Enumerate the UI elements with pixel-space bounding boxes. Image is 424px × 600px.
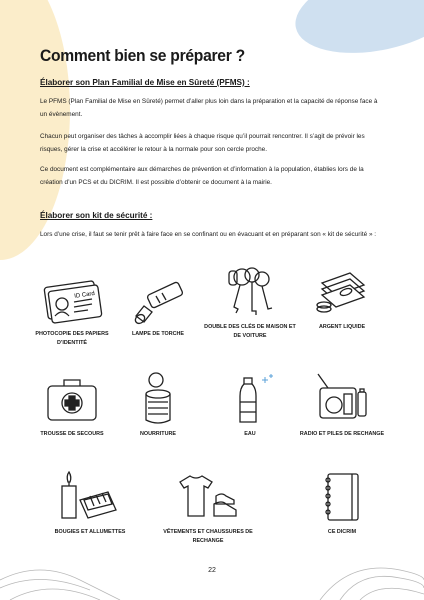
page-number: 22 (208, 567, 216, 574)
kit-item-flashlight (108, 272, 208, 339)
kit-item-label: DOUBLE DES CLÉS DE MAISON ET DE VOITURE (204, 324, 296, 339)
kit-item-label: VÊTEMENTS ET CHAUSSURES DE RECHANGE (163, 529, 253, 544)
keys-icon (218, 265, 282, 321)
water-bottle-icon (218, 372, 282, 428)
kit-item-label: EAU (244, 431, 256, 437)
kit-item-label: CE DICRIM (327, 529, 357, 535)
food-can-icon (126, 372, 190, 428)
kit-intro (40, 229, 384, 242)
paragraph: Lors d’une crise, il faut se tenir prêt à faire face en se confinant ou en évacuant et en préparant son « kit de sécurité » : (40, 231, 377, 238)
kit-item-keys (200, 265, 300, 341)
kit-item-dicrim (292, 470, 392, 537)
section-heading-kit: Élaborer son kit de sécurité : (40, 211, 153, 220)
pfms-paragraph-1 (40, 96, 384, 121)
kit-item-food (108, 372, 208, 439)
page-title: Comment bien se préparer ? (40, 46, 245, 65)
pfms-paragraph-3 (40, 164, 384, 189)
kit-item-label: RADIO ET PILES DE RECHANGE (299, 431, 385, 437)
decorative-wood-rings (0, 540, 424, 600)
candle-matches-icon (58, 470, 122, 526)
radio-icon (310, 372, 374, 428)
section-pfms (40, 78, 384, 87)
pfms-paragraph-2 (40, 131, 384, 156)
paragraph: Chacun peut organiser des tâches à accomplir liées à chaque risque qu’il pourrait rencontrer. Il s’agit de prévoir les risques, gérer la crise et accélérer le retour à la normale pour son cercle proche. (40, 133, 365, 153)
kit-item-candles (40, 470, 140, 537)
kit-item-label: ARGENT LIQUIDE (318, 324, 366, 330)
kit-item-label: PHOTOCOPIE DES PAPIERS D’IDENTITÉ (35, 331, 109, 346)
kit-item-label: TROUSSE DE SECOURS (40, 431, 104, 437)
kit-item-label: LAMPE DE TORCHE (131, 331, 184, 337)
kit-item-label: NOURRITURE (140, 431, 176, 437)
flashlight-icon (126, 272, 190, 328)
kit-item-clothes (158, 470, 258, 546)
kit-item-id-papers (22, 272, 122, 348)
clothes-shoes-icon (176, 470, 240, 526)
paragraph: Ce document est complémentaire aux démarches de prévention et d’information à la population, établies lors de la création d’un PCS et du DICRIM. Il est possible d’obtenir ce document à la mairie. (40, 166, 364, 186)
id-card-icon (40, 272, 104, 328)
kit-item-label: BOUGIES ET ALLUMETTES (54, 529, 126, 535)
decorative-yellow-blob (0, 0, 70, 260)
paragraph: Le PFMS (Plan Familial de Mise en Sûreté) permet d’aller plus loin dans la préparation et la capacité de réponse face à un évènement. (40, 98, 378, 118)
kit-item-first-aid (22, 372, 122, 439)
cash-icon (310, 265, 374, 321)
kit-item-radio (292, 372, 392, 439)
svg-text:ID Card: ID Card (73, 290, 96, 300)
kit-item-cash (292, 265, 392, 332)
section-kit (40, 211, 384, 220)
decorative-blue-blob (288, 0, 424, 67)
notebook-icon (310, 470, 374, 526)
section-heading-pfms: Élaborer son Plan Familial de Mise en Sûreté (PFMS) : (40, 78, 250, 87)
first-aid-kit-icon (40, 372, 104, 428)
kit-item-water (200, 372, 300, 439)
